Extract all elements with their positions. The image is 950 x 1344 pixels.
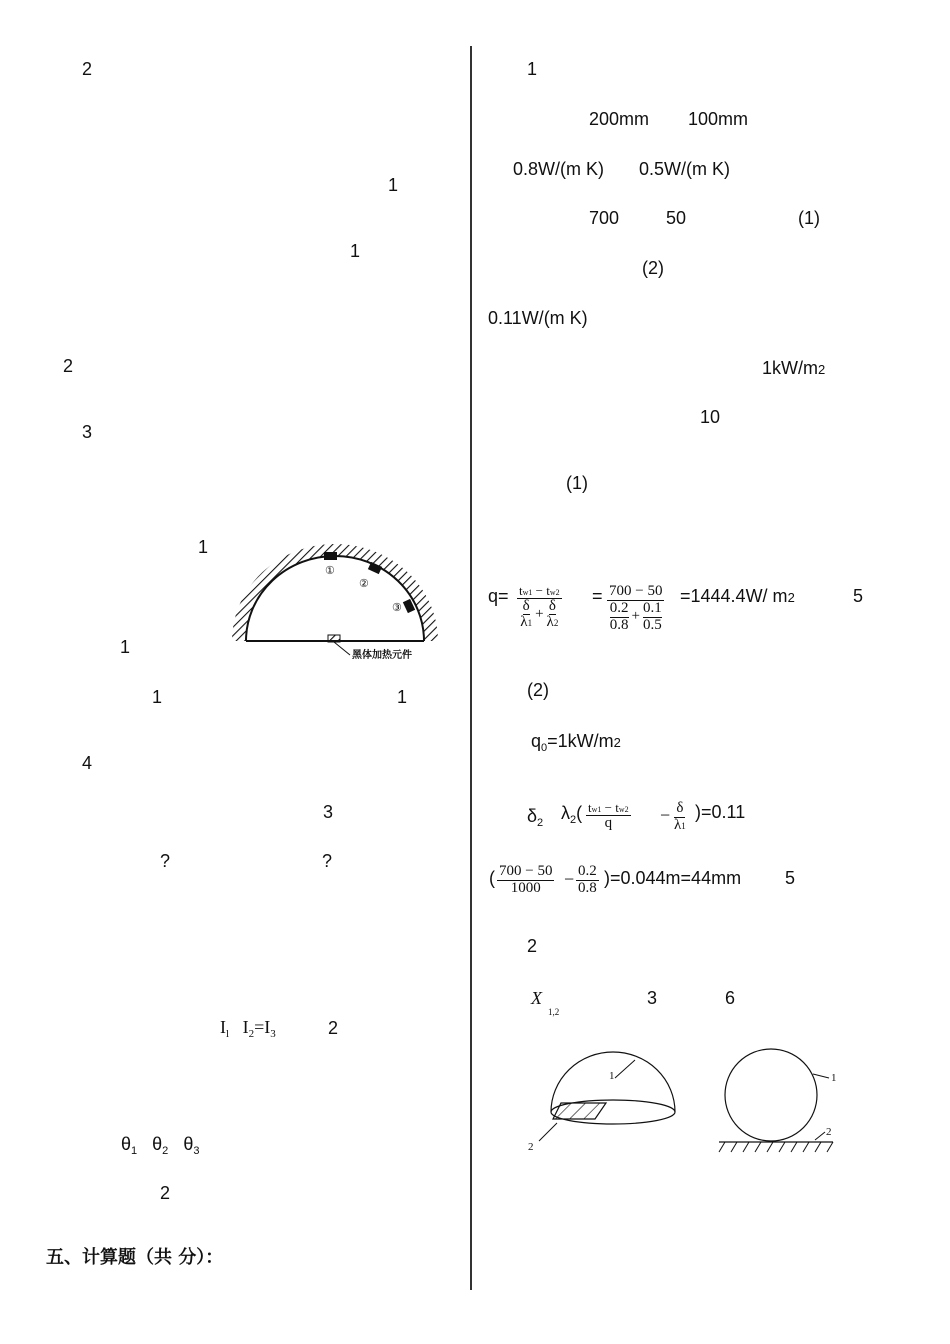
surface-label: 1 — [609, 1070, 615, 1082]
question-mark: ? — [160, 851, 171, 871]
q-fraction-numeric: 700 − 50 0.2 0.8 + $\frac{0.1}{0.5}$ — [609, 583, 663, 633]
left-number: 2 — [63, 356, 74, 376]
surface-label: ① — [325, 565, 335, 577]
surface-label: ② — [359, 578, 369, 590]
hemisphere-figure — [525, 1050, 700, 1160]
delta-fraction-2: $\frac{\delta}{\lambda 1}$ — [674, 800, 686, 833]
lambda-symbol: $\lambda_2$( — [561, 803, 583, 826]
left-number: 2 — [160, 1183, 171, 1203]
left-number: 1 — [388, 175, 399, 195]
heater-caption: 黑体加热元件 — [352, 650, 412, 661]
part-label: (1) — [798, 208, 820, 228]
furnace-figure — [228, 538, 443, 668]
solution-part: (1) — [566, 473, 588, 493]
q-lhs: q= — [488, 586, 509, 606]
left-number: 1 — [152, 687, 163, 707]
score: 5 — [785, 868, 796, 888]
temperature-1: 700 — [589, 208, 620, 228]
q-result: =1444.4W/ m2 — [680, 586, 795, 606]
right-number: 1 — [527, 59, 538, 79]
minus: − — [660, 805, 671, 825]
right-number: 10 — [700, 407, 721, 427]
current-expression: $I_l$ $I_2=I_3$ — [220, 1017, 276, 1040]
surface-label: 2 — [826, 1126, 832, 1138]
left-number: 1 — [350, 241, 361, 261]
left-number: 4 — [82, 753, 93, 773]
thickness-result: )=0.044m=44mm — [604, 868, 742, 888]
left-number: 1 — [120, 637, 131, 657]
score: 3 — [647, 988, 658, 1008]
delta-symbol: $\delta_2$ — [527, 806, 544, 829]
solution-part: (2) — [527, 680, 549, 700]
view-factor-symbol: X — [531, 988, 542, 1008]
temperature-2: 50 — [666, 208, 687, 228]
q0-value: $q_0=1kW/m2$ — [531, 731, 621, 754]
section-heading: 五、计算题（共 分）： — [46, 1247, 224, 1268]
thickness-1: 200mm — [589, 109, 650, 129]
delta-result: )=0.11 — [695, 802, 746, 822]
view-factor-subscript: 1,2 — [548, 1007, 560, 1017]
paren: ( — [489, 868, 495, 888]
score: 6 — [725, 988, 736, 1008]
left-number: 1 — [397, 687, 408, 707]
right-number: 2 — [527, 936, 538, 956]
conductivity-1: 0.8W/(m K) — [513, 159, 605, 179]
question-mark: ? — [322, 851, 333, 871]
heat-flux: 1kW/m2 — [762, 358, 826, 378]
q-fraction-symbolic: tw1 − tw2 δ λ1 + $\frac{\delta}{\lambda 2}$ — [519, 583, 560, 631]
theta-list: $\theta_1$ $\theta_2$ $\theta_3$ — [121, 1134, 200, 1157]
score: 5 — [853, 586, 864, 606]
conductivity-3: 0.11W/(m K) — [488, 308, 588, 328]
score: 2 — [328, 1018, 339, 1038]
thickness-2: 100mm — [688, 109, 749, 129]
column-divider — [470, 46, 472, 1290]
conductivity-2: 0.5W/(m K) — [639, 159, 731, 179]
left-number: 3 — [82, 422, 93, 442]
sphere-plane-figure — [715, 1048, 840, 1163]
equals: = — [592, 586, 603, 606]
left-number: 2 — [82, 59, 93, 79]
delta-fraction-1: $\frac{tw1 - tw2}{q}$ — [588, 800, 629, 831]
surface-label: 1 — [831, 1072, 837, 1084]
part-label: (2) — [642, 258, 664, 278]
left-number: 3 — [323, 802, 334, 822]
left-number: 1 — [198, 537, 209, 557]
surface-label: 2 — [528, 1141, 534, 1153]
minus: − — [564, 869, 575, 889]
delta-line2-fraction-2: $\frac{0.2}{0.8}$ — [578, 863, 597, 896]
surface-label: ③ — [392, 602, 402, 614]
delta-line2-fraction-1: $\frac{700 - 50}{1000}$ — [499, 863, 553, 896]
